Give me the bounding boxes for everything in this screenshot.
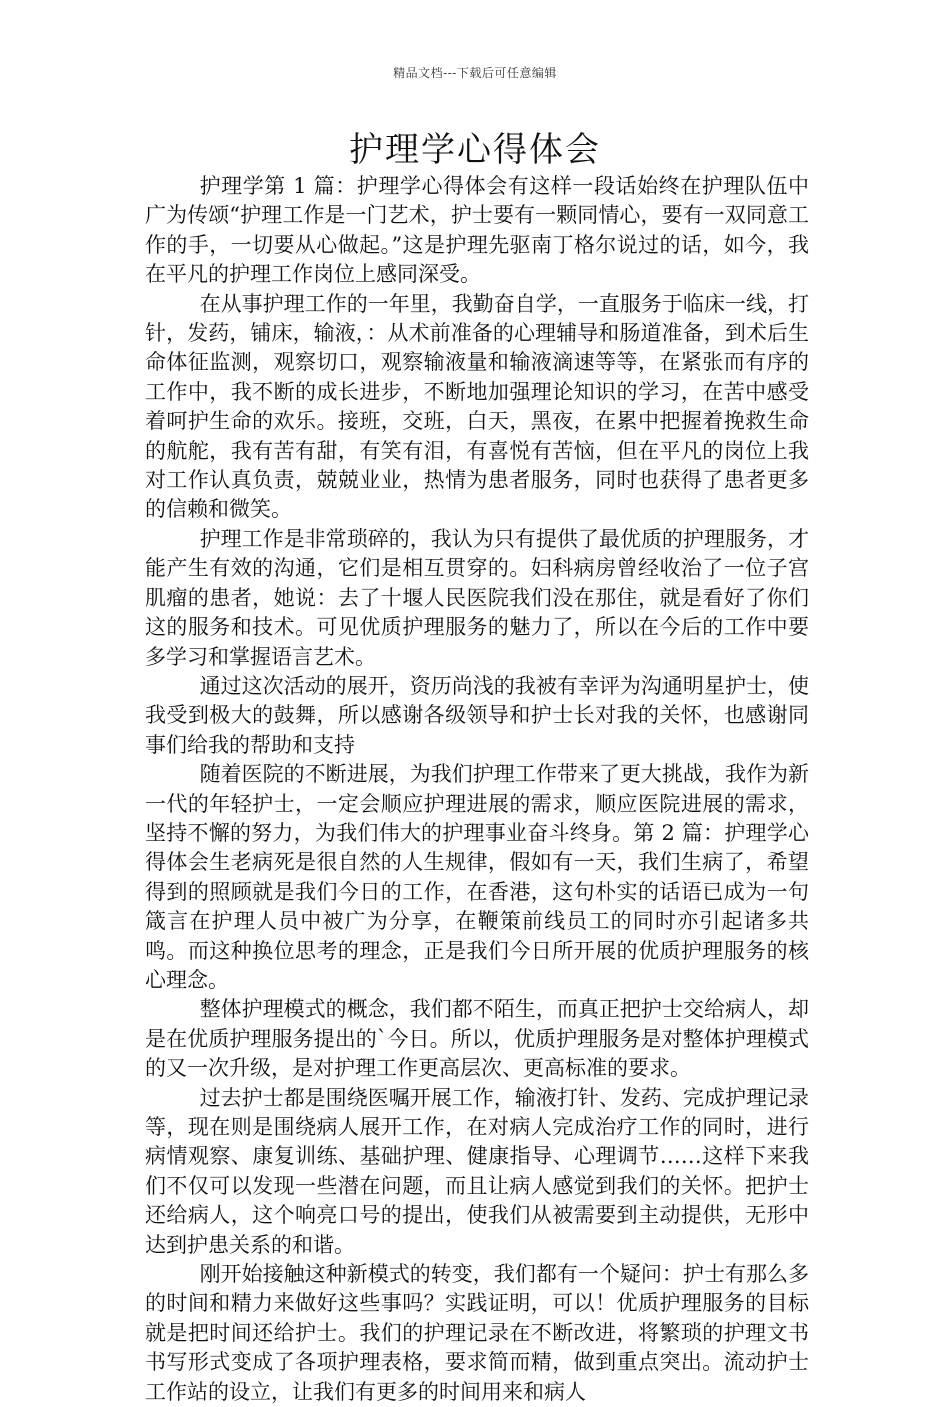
paragraph-6: 整体护理模式的概念，我们都不陌生，而真正把护士交给病人，却是在优质护理服务提出的`今日。所以，优质护理服务是对整体护理模式的又一次升级，是对护理工作更高层次、更高标准的要求。 <box>145 997 809 1081</box>
paragraph-2: 在从事护理工作的一年里，我勤奋自学，一直服务于临床一线，打针，发药，铺床，输液，：从术前准备的心理辅导和肠道准备，到术后生命体征监测，观察切口，观察输液量和输液滴速等等，在紧张而有序的工作中，我不断的成长进步，不断地加强理论知识的学习，在苦中感受着呵护生命的欢乐。接班，交班，白天，黑夜，在累中把握着挽救生命的航舵，我有苦有甜，有笑有泪，有喜悦有苦恼，但在平凡的岗位上我对工作认真负责，兢兢业业，热情为患者服务，同时也获得了患者更多的信赖和微笑。 <box>145 291 809 522</box>
paragraph-7: 过去护士都是围绕医嘱开展工作，输液打针、发药、完成护理记录等，现在则是围绕病人展开工作，在对病人完成治疗工作的同时，进行病情观察、康复训练、基础护理、健康指导、心理调节……这样下来我们不仅可以发现一些潜在问题，而且让病人感觉到我们的关怀。把护士还给病人，这个响亮口号的提出，使我们从被需要到主动提供，无形中达到护患关系的和谐。 <box>145 1085 809 1257</box>
paragraph-1: 护理学第 1 篇：护理学心得体会有这样一段话始终在护理队伍中广为传颂“护理工作是一门艺术，护士要有一颗同情心，要有一双同意工作的手，一切要从心做起。”这是护理先驱南丁格尔说过的话，如今，我在平凡的护理工作岗位上感同深受。 <box>145 174 809 287</box>
paragraph-4: 通过这次活动的展开，资历尚浅的我被有幸评为沟通明星护士，使我受到极大的鼓舞，所以感谢各级领导和护士长对我的关怀，也感谢同事们给我的帮助和支持 <box>145 673 809 757</box>
document-title: 护理学心得体会 <box>349 130 601 170</box>
page-header-note: 精品文档---下载后可任意编辑 <box>393 66 557 80</box>
paragraph-3: 护理工作是非常琐碎的，我认为只有提供了最优质的护理服务，才能产生有效的沟通，它们是相互贯穿的。妇科病房曾经收治了一位子宫肌瘤的患者，她说：去了十堰人民医院我们没在那住，就是看好了你们这的服务和技术。可见优质护理服务的魅力了，所以在今后的工作中要多学习和掌握语言艺术。 <box>145 526 809 669</box>
paragraph-5: 随着医院的不断进展，为我们护理工作带来了更大挑战，我作为新一代的年轻护士，一定会顺应护理进展的需求，顺应医院进展的需求，坚持不懈的努力，为我们伟大的护理事业奋斗终身。第 2 篇：护理学心得体会生老病死是很自然的人生规律，假如有一天，我们生病了，希望得到的照顾就是我们今日的工作，在香港，这句朴实的话语已成为一句箴言在护理人员中被广为分享，在鞭策前线员工的同时亦引起诸多共鸣。而这种换位思考的理念，正是我们今日所开展的优质护理服务的核心理念。 <box>145 762 809 992</box>
paragraph-8: 刚开始接触这种新模式的转变，我们都有一个疑问：护士有那么多的时间和精力来做好这些事吗？实践证明，可以！优质护理服务的目标就是把时间还给护士。我们的护理记录在不断改进，将繁琐的护理文书书写形式变成了各项护理表格，要求简而精，做到重点突出。流动护士工作站的设立，让我们有更多的时间用来和病人 <box>145 1262 809 1404</box>
document-body <box>145 172 809 1407</box>
